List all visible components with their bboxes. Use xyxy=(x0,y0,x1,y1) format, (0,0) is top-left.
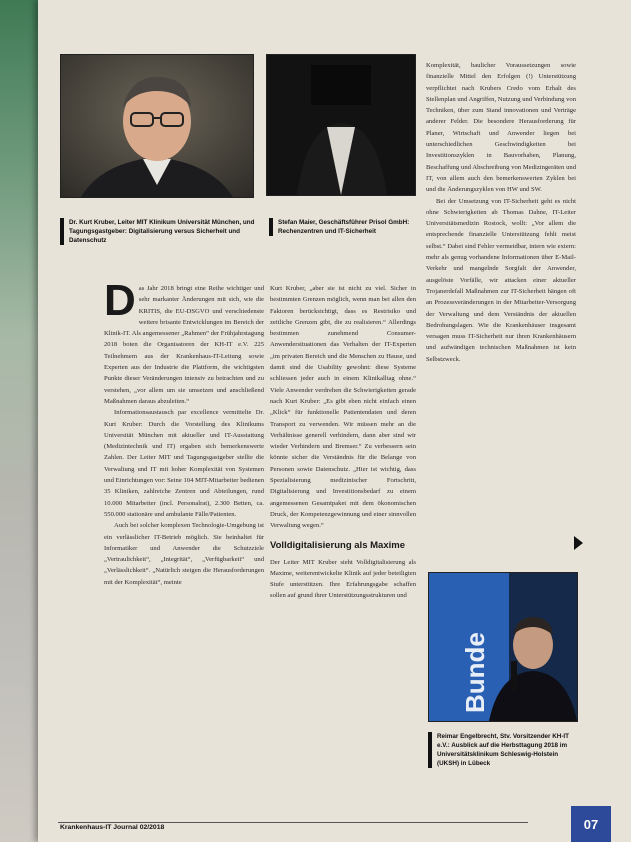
photo-sign-text: Bunde xyxy=(460,632,490,713)
footer-publication: Krankenhaus-IT Journal 02/2018 xyxy=(60,824,165,831)
article-paragraph: Auch bei solcher komplexen Technologie-Umgebung ist ein verlässlicher IT-Betrieb möglich. Sie beinhaltet für Informatiker und Anwender die Schutzziele „Vertraulichkeit“, „Integrität“, „Verfügbarkeit“ und „Verlässlichkeit“. „Natürlich steigen die Herausforderungen mit der Komplexität“, meinte xyxy=(104,522,264,586)
article-paragraph: Informationsaustausch par excellence vermittelte Dr. Kurt Kruber: Durch die Vorstellung des Klinikums Universität München mit aktueller und IT-Ausstattung (Medizintechnik und IT) ergaben sich bemerkenswerte Zahlen. Der Leiter MIT und Tagungsgastgeber stellte die Verwaltung und IT mit hoher Komplexität von Systemen und Einrichtungen vor: Seine 104 MIT-Mitarbeiter bedienen 35 Kliniken, zahlreiche Zentren und Abteilungen, rund 10.000 Mitarbeiter (incl. Personalrat), 2.300 Betten, ca. 550.000 stationäre und ambulante Fälle/Patienten. xyxy=(104,409,264,518)
article-subheading: Volldigitalisierung als Maxime xyxy=(270,539,405,551)
article-paragraph: Der Leiter MIT Kruber sieht Volldigitalisierung als Maxime, weiterentwickelte Klinik auf jeder beteiligten Stufe unterstützen. Ihre Erfahrungsgabe schaffen sollen auf grund ihrer Unterstützungsstrukturen und xyxy=(270,558,416,600)
caption-engelbrecht: Reimar Engelbrecht, Stv. Vorsitzender KH-IT e.V.: Ausblick auf die Herbsttagung 2018 im Universitätsklinikum Schleswig-Holstein (UKSH) in Lübeck xyxy=(428,732,577,768)
continue-arrow-icon xyxy=(574,536,583,550)
photo-kurt-kruber xyxy=(60,54,254,198)
article-paragraph: Komplexität, baulicher Voraussetzungen sowie finanzielle Mittel den Erfolgen (!) Unterstützung verpflichtet nach Krubers Credo vom Erhalt des Stellenplan und Angriffen, Nutzung und Verbindung von Techniken, über zum Stand innovationen und Verträge anderer Felder. Die besondere Herausforderung für Planer, Wirtschaft und Anwender liegen bei unterschiedlichen Geschwindigkeiten bei Investitionszyklen in Bauvorhaben, Planung, Beschaffung und Abschreibung von Medizingeräten und IT, von allem auch den bemerkenswerten Zyklen bei und die Änderungszyklen von HW und SW. xyxy=(426,62,576,194)
photo-reimar-engelbrecht xyxy=(428,572,578,722)
dropcap-letter: D xyxy=(104,276,136,325)
photo-stefan-maier xyxy=(266,54,416,196)
article-paragraph: Kurt Kruber, „aber sie ist nicht zu viel. Sicher in bestimmten Grenzen möglich, wenn man bei allen den Faktoren berücksichtigt, dass es Restrisiko und zeitliche Grenzen gibt, die zu realisieren.“ Allerdings bestimmen zunehmend Consumer-Anwendersituationen das Verhalten der IT-Experten „im privaten Bereich und die Menschen zu Hause, und damit sind die Usability gewohnt: diese Systeme schliessen jeder auch in einem Klinikalltag ohne.“ Viele Anwender verdrehen die Schwierigkeiten gerade nach Kurt Kruber: „Es gibt eben nicht einfach einen „Klick“ für funktionelle Patientendaten und deren Transport zu verwenden. Wir müssen mehr an die Verhältnisse generell verhindern, dann aber sind wir wieder Verhindern und Bremser.“ Zu verbessern sein könnte sicher die Verständnis für die Belange von Personen sowie Datenschutz. „Hier ist wichtig, dass Spezialisierung medizinischer Fortschritt, Digitalisierung und Investitionsbedarf zu einem angemessenen Gesamtpaket mit dem ökonomischen Druck, der Kompetenzgewinnung und einer sinnvollen Verwaltung wegen.“ xyxy=(270,285,416,530)
footer-divider xyxy=(58,822,528,823)
article-paragraph: Bei der Umsetzung von IT-Sicherheit geht es nicht ohne Schwierigkeiten ab Thomas Dahne, IT-Leiter Universitätsmedizin Rostock, wollt: „Vor allem die entsprechende finanzielle Unterstützung fehlt meist selbst.“ Dabei sind Fehler vermeidbar, intern wie extern: mehr als genug vorhandene Informationen über E-Mail-Verkehr und mangelnde Sorgfalt der Anwender, ausgelöste Vorfälle, wir attacken einer aktueller Trojanerdefall Maßnahmen zur IT-Sicherheit hängen oft an Prozessveränderungen in der Mitarbeiter-Versorgung der Verwaltung und dem Verständnis der aktuellen Bedrohungslagen. Wie die Krankenhäuser insgesamt versagen muss IT-Sicherheit nur ihren Krankenhäusern und aufwändigen technischen Maßnahmen ist kein Selbstzweck. xyxy=(426,197,576,363)
article-column-1 xyxy=(104,276,264,588)
page-number: 07 xyxy=(571,806,611,842)
article-intro: as Jahr 2018 bringt eine Reihe wichtiger und sehr markanter Änderungen mit sich, wie die KRITIS, die EU-DSGVO und verschiedenste weitere brisante Entwicklungen im Bereich der Klinik-IT. Als angemessener „Rahmen“ der Frühjahrstagung 2018 boten die Organisatoren der KH-IT e.V. 225 Teilnehmern aus der Krankenhaus-IT-Leitung sowie Experten aus der Industrie die Plattform, die wichtigsten Punkte dieser Veränderungen intensiv zu betrachten und zu verstehen, „vor allem um sie umsetzen und anschließend Maßnahmen daraus abzuleiten.“ xyxy=(104,285,264,405)
caption-maier: Stefan Maier, Geschäftsführer Prisol GmbH: Rechenzentren und IT-Sicherheit xyxy=(269,218,418,236)
caption-kruber: Dr. Kurt Kruber, Leiter MIT Klinikum Universität München, und Tagungsgastgeber: Digitalisierung versus Sicherheit und Datenschutz xyxy=(60,218,259,245)
article-column-2 xyxy=(270,283,416,602)
article-column-3 xyxy=(426,60,576,365)
